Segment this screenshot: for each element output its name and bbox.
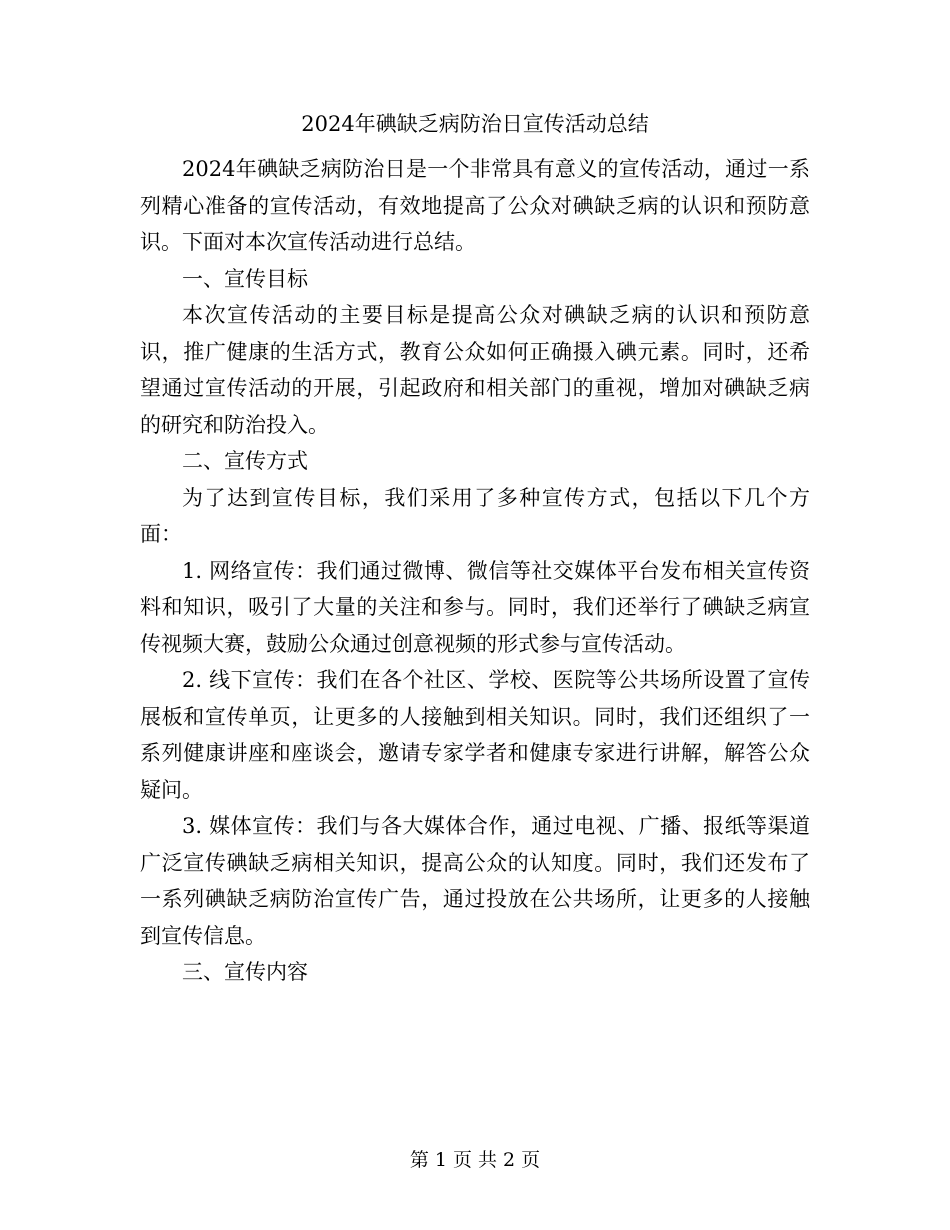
section-heading-content: 三、宣传内容 xyxy=(182,960,308,984)
goals-paragraph: 本次宣传活动的主要目标是提高公众对碘缺乏病的认识和预防意识，推广健康的生活方式，教育公众如何正确摄入碘元素。同时，还希望通过宣传活动的开展，引起政府和相关部门的重视，增加对碘缺乏病的研究和防治投入。 xyxy=(140,303,810,437)
method-item-offline: 2. 线下宣传：我们在各个社区、学校、医院等公共场所设置了宣传展板和宣传单页，让更多的人接触到相关知识。同时，我们还组织了一系列健康讲座和座谈会，邀请专家学者和健康专家进行讲解，解答公众疑问。 xyxy=(140,668,810,802)
method-item-media: 3. 媒体宣传：我们与各大媒体合作，通过电视、广播、报纸等渠道广泛宣传碘缺乏病相关知识，提高公众的认知度。同时，我们还发布了一系列碘缺乏病防治宣传广告，通过投放在公共场所，让更多的人接触到宣传信息。 xyxy=(140,814,810,948)
section-heading-methods: 二、宣传方式 xyxy=(182,449,308,473)
document-body xyxy=(140,151,810,991)
method-item-online: 1. 网络宣传：我们通过微博、微信等社交媒体平台发布相关宣传资料和知识，吸引了大量的关注和参与。同时，我们还举行了碘缺乏病宣传视频大赛，鼓励公众通过创意视频的形式参与宣传活动。 xyxy=(140,558,810,656)
intro-paragraph: 2024年碘缺乏病防治日是一个非常具有意义的宣传活动，通过一系列精心准备的宣传活动，有效地提高了公众对碘缺乏病的认识和预防意识。下面对本次宣传活动进行总结。 xyxy=(140,157,810,254)
page-number: 第 1 页 共 2 页 xyxy=(409,1149,541,1171)
section-heading-goals: 一、宣传目标 xyxy=(182,266,308,291)
methods-intro-paragraph: 为了达到宣传目标，我们采用了多种宣传方式，包括以下几个方面： xyxy=(140,485,810,546)
document-title: 2024年碘缺乏病防治日宣传活动总结 xyxy=(301,112,649,136)
